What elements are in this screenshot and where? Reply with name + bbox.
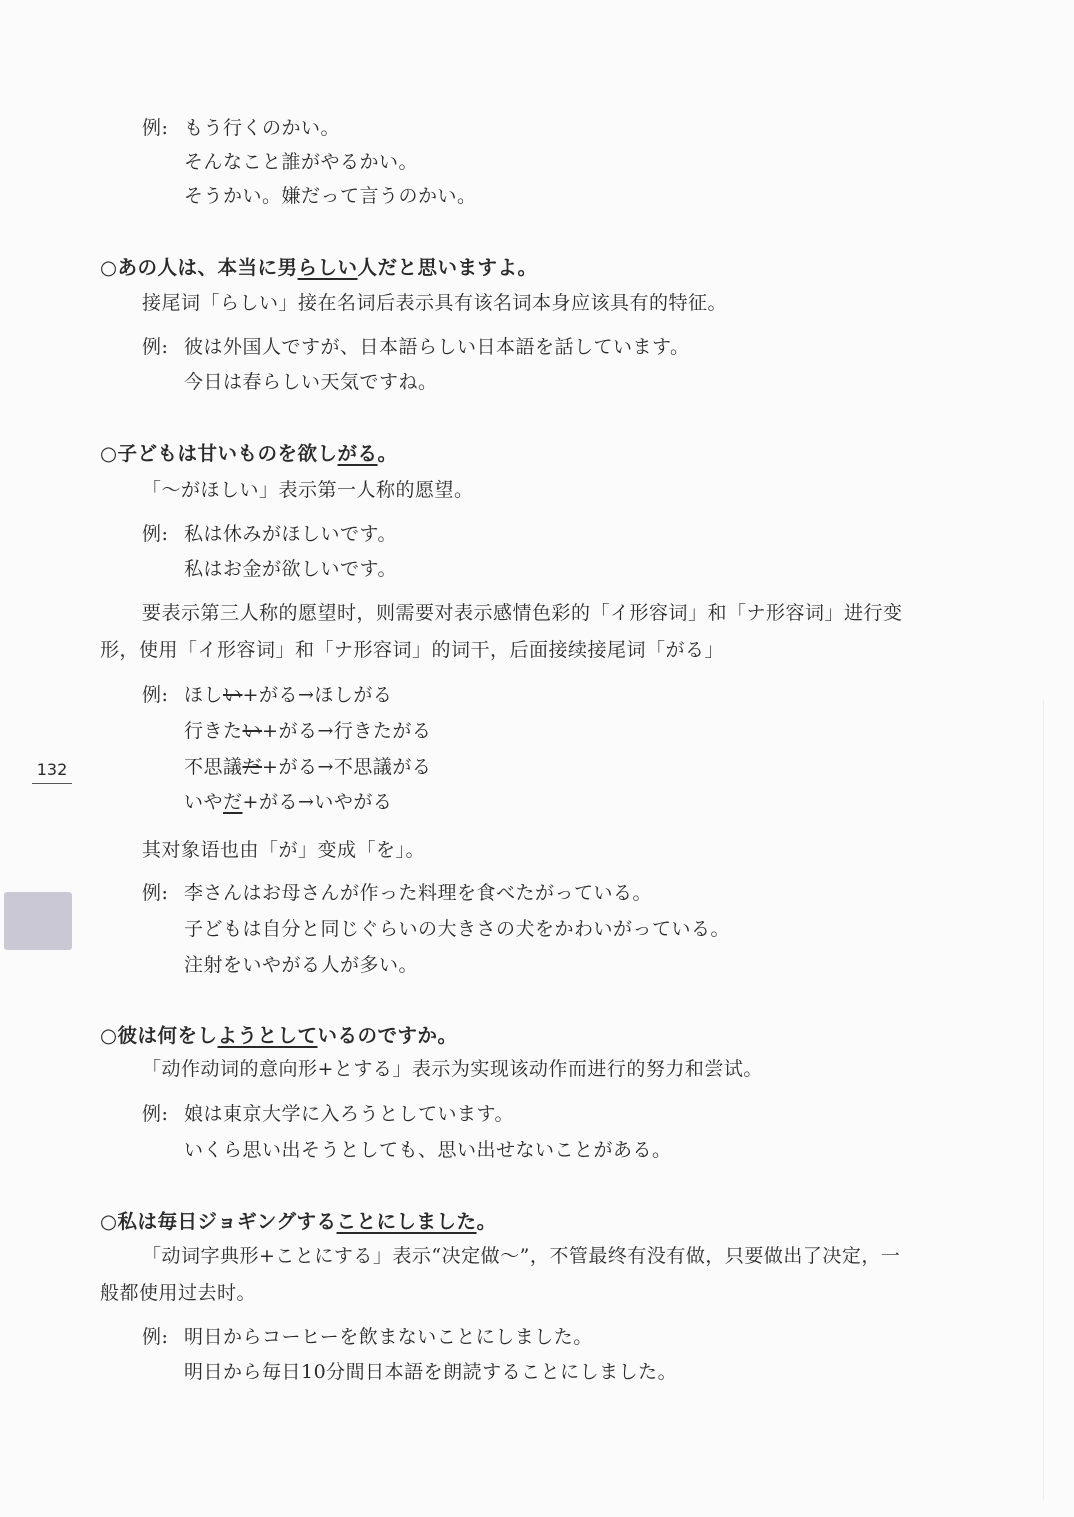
example-label: 例: (142, 1103, 169, 1125)
example-label: 例: (142, 684, 169, 706)
paragraph-text: 要表示第三人称的愿望时，则需要对表示感情色彩的「イ形容词」和「ナ形容词」进行变 (142, 602, 903, 624)
example-line (142, 1102, 514, 1126)
conjugation-line (184, 755, 431, 779)
example-line: 今日は春らしい天気ですね。 (184, 371, 438, 393)
stem-text: ほし (184, 684, 224, 706)
heading-text: ○私は毎日ジョギングする (100, 1210, 337, 1233)
example-label: 例: (142, 336, 169, 358)
heading-underlined: がる (337, 442, 378, 465)
example-line: 明日から毎日10分間日本語を朗読することにしました。 (184, 1361, 678, 1383)
heading-text: 。 (476, 1210, 497, 1233)
example-line (142, 335, 689, 359)
explanation-text: 接尾词「らしい」接在名词后表示具有该名词本身应该具有的特征。 (142, 292, 728, 314)
example-text: 娘は東京大学に入ろうとしています。 (184, 1103, 514, 1125)
example-text: 私は休みがほしいです。 (184, 523, 397, 545)
example-label: 例: (142, 523, 169, 545)
explanation-text: 般都使用过去时。 (100, 1282, 257, 1304)
result-text: +がる→不思議がる (262, 756, 432, 778)
example-line (142, 116, 340, 140)
underlined-ending: だ (223, 791, 243, 813)
heading-text: 人だと思いますよ。 (357, 256, 538, 279)
explanation-text: 「动词字典形+ことにする」表示“决定做～”，不管最终有没有做，只要做出了决定，一 (142, 1245, 901, 1267)
heading-text: いるのですか。 (317, 1024, 458, 1047)
heading-text: ○彼は何をし (100, 1024, 218, 1047)
example-line: 子どもは自分と同じぐらいの大きさの犬をかわいがっている。 (184, 918, 731, 940)
example-text: 李さんはお母さんが作った料理を食べたがっている。 (184, 882, 653, 904)
stem-text: 行きた (184, 720, 243, 742)
example-line: 私はお金が欲しいです。 (184, 558, 397, 580)
result-text: +がる→行きたがる (262, 720, 432, 742)
example-text: もう行くのかい。 (184, 117, 341, 139)
section-heading (100, 1210, 497, 1234)
section-heading (100, 256, 538, 280)
example-line: そんなこと誰がやるかい。 (184, 151, 419, 173)
example-line (142, 1325, 593, 1349)
page-edge-shadow (1043, 700, 1044, 1500)
heading-underlined: らしい (297, 256, 358, 279)
heading-text: ○あの人は、本当に男 (100, 256, 298, 279)
example-label: 例: (142, 117, 169, 139)
heading-underlined: ようとして (217, 1024, 318, 1047)
result-text: +がる→ほしがる (242, 684, 393, 706)
example-label: 例: (142, 1326, 169, 1348)
thumb-index-tab (4, 892, 72, 950)
example-line: いくら思い出そうとしても、思い出せないことがある。 (184, 1139, 672, 1161)
section-heading (100, 1024, 458, 1048)
example-text: 彼は外国人ですが、日本語らしい日本語を話しています。 (184, 336, 690, 358)
struck-ending: だ (242, 756, 263, 778)
page-number: 132 (32, 760, 72, 784)
conjugation-line (142, 683, 392, 707)
example-text: 明日からコーヒーを飲まないことにしました。 (184, 1326, 593, 1348)
stem-text: いや (184, 791, 224, 813)
struck-ending: い (242, 720, 263, 742)
example-line: そうかい。嫌だって言うのかい。 (184, 185, 477, 207)
section-heading (100, 442, 398, 466)
example-line (142, 881, 652, 905)
example-label: 例: (142, 882, 169, 904)
conjugation-line (184, 790, 392, 814)
stem-text: 不思議 (184, 756, 243, 778)
struck-ending: い (223, 684, 243, 706)
explanation-text: 「动作动词的意向形+とする」表示为实现该动作而进行的努力和尝试。 (142, 1058, 763, 1080)
conjugation-line (184, 719, 431, 743)
paragraph-text: 其对象语也由「が」变成「を」。 (142, 839, 426, 861)
heading-underlined: ことにしました (336, 1210, 477, 1233)
explanation-text: 「～がほしい」表示第一人称的愿望。 (142, 479, 474, 501)
heading-text: ○子どもは甘いものを欲し (100, 442, 338, 465)
paragraph-text: 形，使用「イ形容词」和「ナ形容词」的词干，后面接续接尾词「がる」 (100, 639, 725, 661)
heading-text: 。 (377, 442, 398, 465)
example-line: 注射をいやがる人が多い。 (184, 954, 419, 976)
example-line (142, 522, 397, 546)
result-text: +がる→いやがる (242, 791, 393, 813)
